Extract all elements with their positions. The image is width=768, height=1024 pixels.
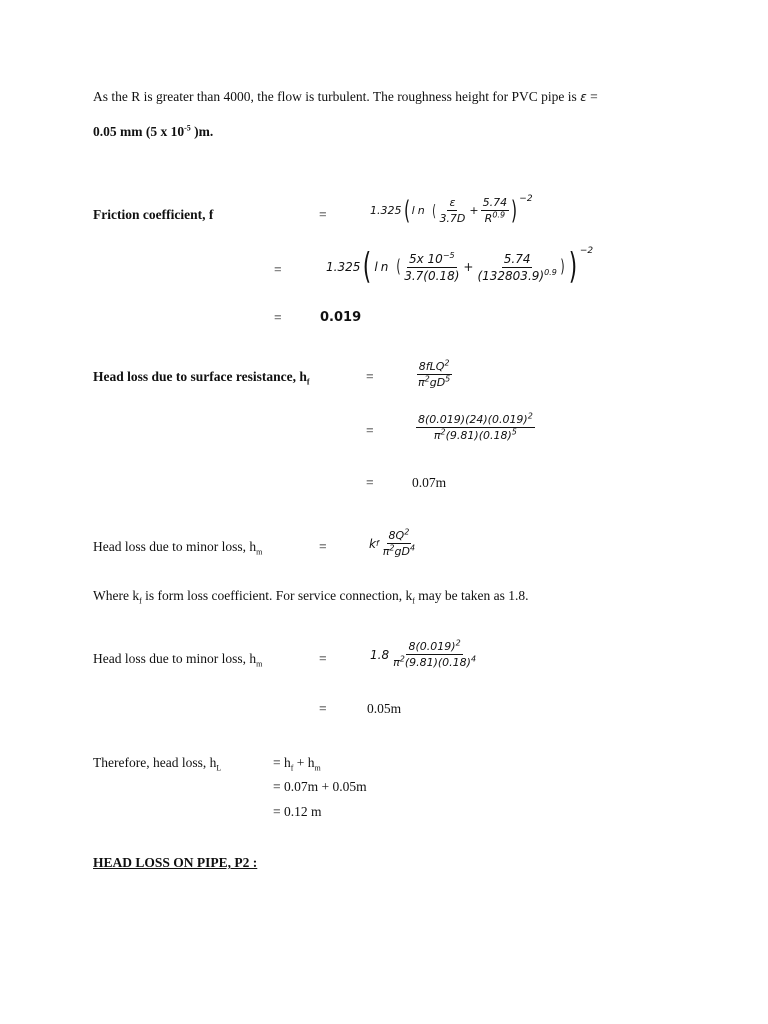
hf-eq-1: =: [366, 369, 374, 384]
section-heading-p2: HEAD LOSS ON PIPE, P2 :: [93, 855, 258, 870]
form-loss-note: Where $k_f$ is form loss coefficient. For service connection, $k_f$ may be taken as 1.8.: [93, 588, 529, 606]
epsilon-symbol: ε: [580, 90, 587, 104]
hm-substitution: 1.8 $\frac{8(0.019)^2}{\pi^2(9.81)(0.18)^4}$: [370, 638, 477, 669]
hm-eq-2: =: [319, 651, 327, 666]
hm-result: 0.05m: [367, 701, 402, 716]
total-label: Therefore, head loss, $h_L$: [93, 755, 222, 773]
friction-substitution: 1.325 ( ln ( $\frac{5x 10^{-5}}{3.7(0.18)}$ + $\frac{5.74}{(132803.9)^{0.9}}$ ) ) −2: [326, 246, 594, 287]
total-line-1: = $h_f + h_m$: [273, 755, 321, 773]
friction-eq-2: =: [274, 262, 282, 277]
intro-line-1: As the R is greater than 4000, the flow is turbulent. The roughness height for PVC pipe is ε =: [93, 89, 598, 104]
hm-eq-3: =: [319, 701, 327, 716]
hf-eq-2: =: [366, 423, 374, 438]
total-line-3: = 0.12 m: [273, 804, 322, 819]
hf-substitution: $\frac{8(0.019)(24)(0.019)^2}{\pi^2(9.81)(0.18)^5}$: [418, 411, 533, 442]
hm-label-2: Head loss due to minor loss, $h_m$: [93, 651, 263, 669]
friction-result: 0.019: [320, 310, 362, 325]
hm-formula: k f $\frac{8Q^2}{\pi^2gD^4}$: [369, 527, 416, 558]
total-line-2: = 0.07m + 0.05m: [273, 779, 367, 794]
hf-formula: $\frac{8fLQ^2}{\pi^2gD^5}$: [418, 358, 451, 389]
roughness-value: 0.05 mm (5 x $10^{-5}$ )m.: [93, 123, 214, 139]
friction-eq-1: =: [319, 207, 327, 222]
hf-label: Head loss due to surface resistance, $h_f$: [93, 369, 310, 387]
hm-label-1: Head loss due to minor loss, $h_m$: [93, 539, 263, 557]
hm-eq-1: =: [319, 539, 327, 554]
hf-result: 0.07m: [412, 475, 447, 490]
friction-label: Friction coefficient, f: [93, 207, 214, 222]
hf-eq-3: =: [366, 475, 374, 490]
friction-formula: 1.325 ( ln ( $\frac{\varepsilon}{3.7D}$ + $\frac{5.74}{R^{0.9}}$ ) −2: [370, 193, 533, 226]
friction-eq-3: =: [274, 310, 282, 325]
